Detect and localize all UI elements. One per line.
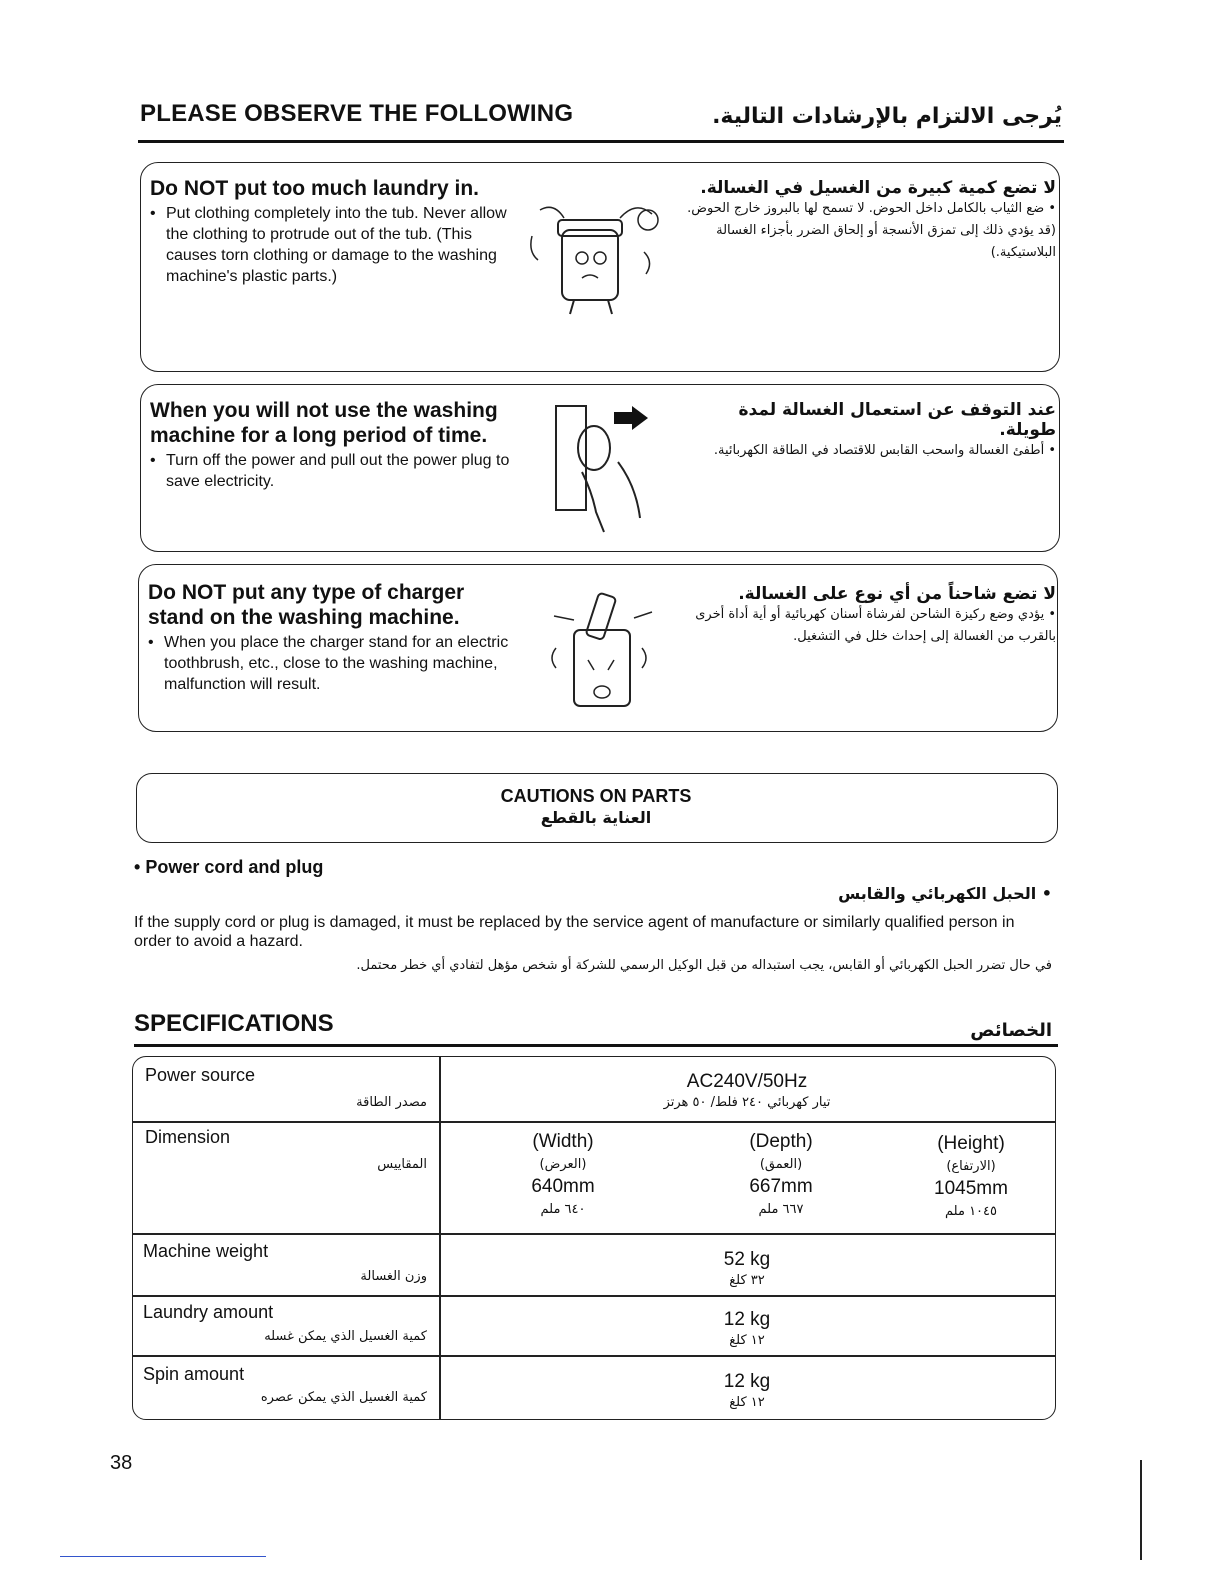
dimension-name-arabic: (العمق) (759, 1157, 803, 1172)
table-column-divider (439, 1057, 441, 1419)
table-row-divider (133, 1295, 1055, 1297)
page-title: PLEASE OBSERVE THE FOLLOWING (140, 100, 574, 127)
dimension-width (463, 1131, 663, 1217)
warning-long-period-ar (676, 400, 1056, 462)
warning-text-arabic: • ضع الثياب بالكامل داخل الحوض. لا تسمح لها بالبروز خارج الحوض. (قد يؤدي ذلك إلى تمزق الأنسجة أو إلحاق الضرر بأجزاء الغسالة البلاستيكية.) (687, 201, 1056, 260)
table-cell-value-arabic: ١٢ كلغ (729, 1333, 765, 1348)
table-row-label-arabic: وزن الغسالة (360, 1269, 427, 1284)
warning-bullet: • Put clothing completely into the tub. Never allow the clothing to protrude out of the tub. (This causes torn clothing or damage to the washing machine's plastic parts.) (150, 203, 522, 287)
dimension-name-arabic: (الارتفاع) (946, 1159, 996, 1174)
dimension-height (871, 1133, 1071, 1219)
table-row-label-arabic: كمية الغسيل الذي يمكن غسله (264, 1329, 427, 1344)
dimension-depth (681, 1131, 881, 1217)
dimension-name: (Width) (532, 1131, 594, 1152)
table-row-divider (133, 1233, 1055, 1235)
warning-bullets (150, 450, 522, 492)
table-row-label-arabic: المقاييس (377, 1157, 427, 1172)
cautions-title-arabic: العناية بالقطع (540, 808, 652, 827)
power-cord-text-arabic: في حال تضرر الحبل الكهربائي أو القابس، يجب استبداله من قبل الوكيل الرسمي للشركة أو شخص مؤهل لتفادي أي خطر محتمل. (356, 958, 1052, 973)
table-row-label-arabic: مصدر الطاقة (356, 1095, 427, 1110)
power-cord-label: • Power cord and plug (134, 857, 324, 877)
scan-edge-mark (1140, 1460, 1142, 1560)
specifications-divider (134, 1044, 1058, 1047)
power-cord-text: If the supply cord or plug is damaged, it must be replaced by the service agent of manufacture or similarly qualified person in order to avoid a hazard. (134, 914, 1015, 950)
table-row-divider (133, 1355, 1055, 1357)
warning-text-arabic: • يؤدي وضع ركيزة الشاحن لفرشاة أسنان كهربائية أو أية أداة أخرى بالقرب من الغسالة إلى إحداث خلل في التشغيل. (695, 607, 1056, 644)
warning-long-period-en (150, 398, 522, 492)
dimension-value: 1045mm (934, 1178, 1008, 1199)
warning-laundry-en (150, 176, 522, 287)
dimension-value: 667mm (749, 1176, 813, 1197)
unplug-hand-illustration-icon (552, 402, 652, 536)
charger-on-washer-illustration-icon (540, 586, 660, 710)
warning-title: Do NOT put any type of charger stand on the washing machine. (148, 581, 465, 629)
table-cell-value-arabic: ١٢ كلغ (729, 1395, 765, 1410)
warning-text-arabic: • أطفئ الغسالة واسحب القابس للاقتصاد في الطاقة الكهربائية. (713, 443, 1056, 458)
table-cell-value: AC240V/50Hz (686, 1071, 808, 1092)
warning-title: When you will not use the washing machine for a long period of time. (150, 399, 498, 447)
warning-bullets (148, 632, 522, 695)
table-cell-value-arabic: تيار كهربائي ٢٤٠ فلط/ ٥٠ هرتز (663, 1095, 831, 1110)
table-row-divider (133, 1121, 1055, 1123)
specifications-title-arabic: الخصائص (970, 1020, 1052, 1041)
power-cord-label-arabic: • الحبل الكهربائي والقابس (838, 884, 1052, 903)
dimension-value: 640mm (531, 1176, 595, 1197)
table-cell-value: 52 kg (723, 1249, 771, 1270)
dimension-value-arabic: ١٠٤٥ ملم (945, 1204, 997, 1219)
table-row-label: Power source (145, 1065, 256, 1085)
bullet-icon: • (134, 857, 146, 877)
warning-title-arabic: عند التوقف عن استعمال الغسالة لمدة طويلة. (738, 400, 1056, 440)
table-row-label: Dimension (145, 1127, 231, 1147)
dimension-value-arabic: ٦٤٠ ملم (540, 1202, 586, 1217)
table-row-label: Spin amount (143, 1364, 245, 1384)
header-divider (138, 140, 1064, 143)
dimension-name: (Depth) (749, 1131, 813, 1152)
dimension-name-arabic: (العرض) (539, 1157, 587, 1172)
specifications-table (132, 1056, 1056, 1420)
footer-rule (60, 1556, 266, 1557)
cautions-title: CAUTIONS ON PARTS (500, 786, 692, 806)
table-row-label-arabic: كمية الغسيل الذي يمكن عصره (260, 1390, 427, 1405)
warning-bullet: • Turn off the power and pull out the power plug to save electricity. (150, 450, 522, 492)
page-title-arabic: يُرجى الالتزام بالإرشادات التالية. (712, 104, 1062, 129)
page-number: 38 (110, 1452, 133, 1474)
warning-charger-ar (676, 584, 1056, 648)
warning-title: Do NOT put too much laundry in. (150, 177, 479, 200)
warning-bullets (150, 203, 522, 287)
table-row-label: Laundry amount (143, 1302, 274, 1322)
dimension-name: (Height) (937, 1133, 1005, 1154)
table-cell-value-arabic: ٣٢ كلغ (729, 1273, 765, 1288)
warning-title-arabic: لا تضع كمية كبيرة من الغسيل في الغسالة. (700, 178, 1056, 198)
table-cell-value: 12 kg (723, 1309, 771, 1330)
warning-laundry-ar (676, 178, 1056, 264)
warning-bullet: • When you place the charger stand for an electric toothbrush, etc., close to the washing machine, malfunction will result. (148, 632, 522, 695)
table-cell-value: 12 kg (723, 1371, 771, 1392)
dimension-value-arabic: ٦٦٧ ملم (758, 1202, 804, 1217)
warning-charger-en (148, 580, 522, 695)
warning-title-arabic: لا تضع شاحناً من أي نوع على الغسالة. (738, 584, 1056, 604)
table-row-label: Machine weight (143, 1241, 269, 1261)
overfilled-washer-illustration-icon (524, 196, 664, 320)
specifications-title: SPECIFICATIONS (134, 1010, 334, 1037)
